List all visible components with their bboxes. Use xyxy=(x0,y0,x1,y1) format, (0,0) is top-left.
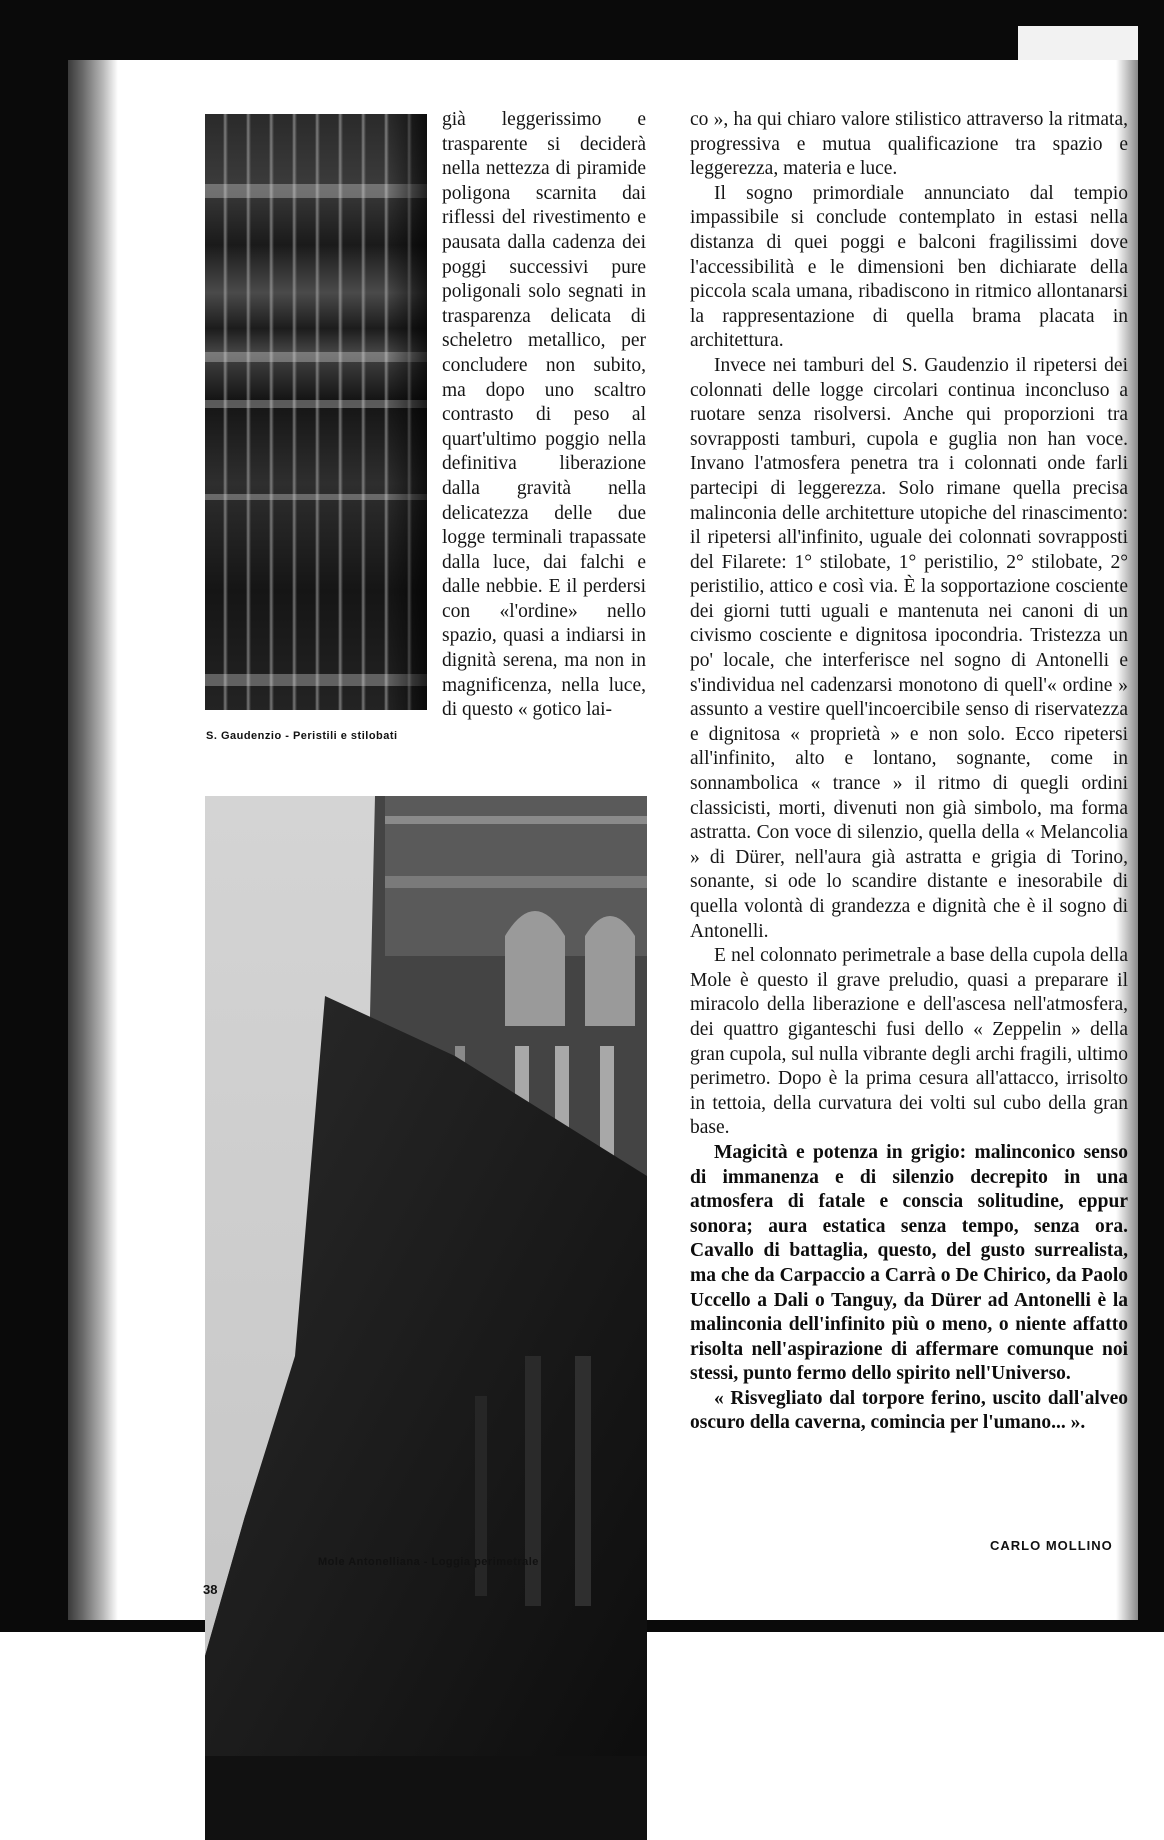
text-column-right xyxy=(690,108,1128,1436)
scan-border-left xyxy=(0,0,68,1630)
photo-caption-top: S. Gaudenzio - Peristili e stilobati xyxy=(206,730,398,742)
page-number: 38 xyxy=(203,1582,218,1597)
paragraph-3: Invece nei tamburi del S. Gaudenzio il ripetersi dei colonnati delle logge circolari continua inconcluso a ruotare senza risolversi. Anche qui proporzioni tra sovrapposti tamburi, cupola e guglia non han voce. Invano l'atmosfera penetra tra i colonnati onde farli partecipi di leggerezza. Solo rimane quella precisa malinconia delle architetture utopiche del rinascimento: il ripetersi all'infinito, uguale dei colonnati sovrapposti del Filarete: 1° stilobate, 1° peristilio, 2° stilobate, 2° peristilio, attico e così via. È la sopportazione cosciente dei giorni tutti uguali e mantenuta nei canoni di un civismo cosciente e dignitosa ipocondria. Tristezza un po' locale, che interferisce nel sogno di Antonelli e s'individua nel cadenzarsi monotono di quell'« ordine » assunto a vestire quell'incoercibile senso di riservatezza e dignitosa « proprietà » e non solo. Ecco ripetersi all'infinito, alto e lontano, sognante, come in sonnambolica « trance » il ritmo di quegli ordini classicisti, morti, divenuti non già simbolo, ma forma astratta. Con voce di silenzio, quella della « Melancolia » di Dürer, nell'aura già astratta e grigia di Torino, sonante, si ode lo scandire distante e inesorabile di quella volontà di grandezza e dignità che è il sogno di Antonelli. xyxy=(690,354,1128,942)
photo-caption-bottom: Mole Antonelliana - Loggia perimetrale xyxy=(318,1556,539,1568)
text-column-middle xyxy=(442,108,646,723)
scan-corner xyxy=(1018,26,1138,60)
paragraph-6: « Risvegliato dal torpore ferino, uscito dall'alveo oscuro della caverna, comincia per l'umano... ». xyxy=(690,1387,1128,1434)
paragraph-1: co », ha qui chiaro valore stilistico attraverso la ritmata, progressiva e mutua qualificazione tra spazio e leggerezza, materia e luce. xyxy=(690,109,1128,180)
paragraph-4: E nel colonnato perimetrale a base della cupola della Mole è questo il grave preludio, quasi a preparare il miracolo della liberazione e dell'ascesa nell'atmosfera, dei quattro giganteschi fusi dello « Zeppelin » della gran cupola, sul nulla vibrante degli archi fragili, ultimo perimetro. Dopo è la prima cesura all'attacco, irrisolto in tettoia, della curvatura dei volti sul cubo della gran base. xyxy=(690,945,1128,1139)
author-signature: CARLO MOLLINO xyxy=(990,1538,1113,1553)
paragraph-5: Magicità e potenza in grigio: malinconico senso di immanenza e di silenzio decrepito in una atmosfera di fatale e conscia solitudine, eppur sonora; aura estatica senza tempo, senza ora. Cavallo di battaglia, questo, del gusto surrealista, ma che da Carpaccio a Carrà o De Chirico, da Paolo Uccello a Dali o Tanguy, da Dürer ad Antonelli è la malinconia dell'infinito più o meno, o niente affatto risolta nell'aspirazione di affermare comunque noi stessi, punto fermo dello spirito nell'Universo. xyxy=(690,1141,1128,1385)
photo-mole-antonelliana xyxy=(205,796,647,1840)
middle-column-text: già leggerissimo e trasparente si deciderà nella nettezza di piramide poligona scarnita dai riflessi del rivestimento e pausata dalla cadenza dei poggi successivi pure poligonali solo segnati in trasparenza delicata di scheletro metallico, per concludere non subito, ma dopo uno scaltro contrasto di peso al quart'ultimo poggio nella definitiva liberazione dalla gravità nella delicatezza delle due logge terminali trapassate dalla luce, dai falchi e dalle nebbie. E il perdersi con «l'ordine» nello spazio, quasi a indiarsi in dignità serena, ma non in magnificenza, nella luce, di questo « gotico lai- xyxy=(442,109,646,721)
scan-border-top xyxy=(0,0,1164,60)
spine-shadow xyxy=(68,60,118,1620)
paragraph-2: Il sogno primordiale annunciato dal tempio impassibile si conclude contemplato in estasi nella distanza di quei poggi e balconi fragilissimi dove l'accessibilità e le dimensioni ben dichiarate della piccola scala umana, ribadiscono in ritmico allontanarsi la rappresentazione di quella brama placata in architettura. xyxy=(690,182,1128,352)
photo-san-gaudenzio xyxy=(205,114,427,710)
scan-border-right xyxy=(1138,0,1164,1630)
